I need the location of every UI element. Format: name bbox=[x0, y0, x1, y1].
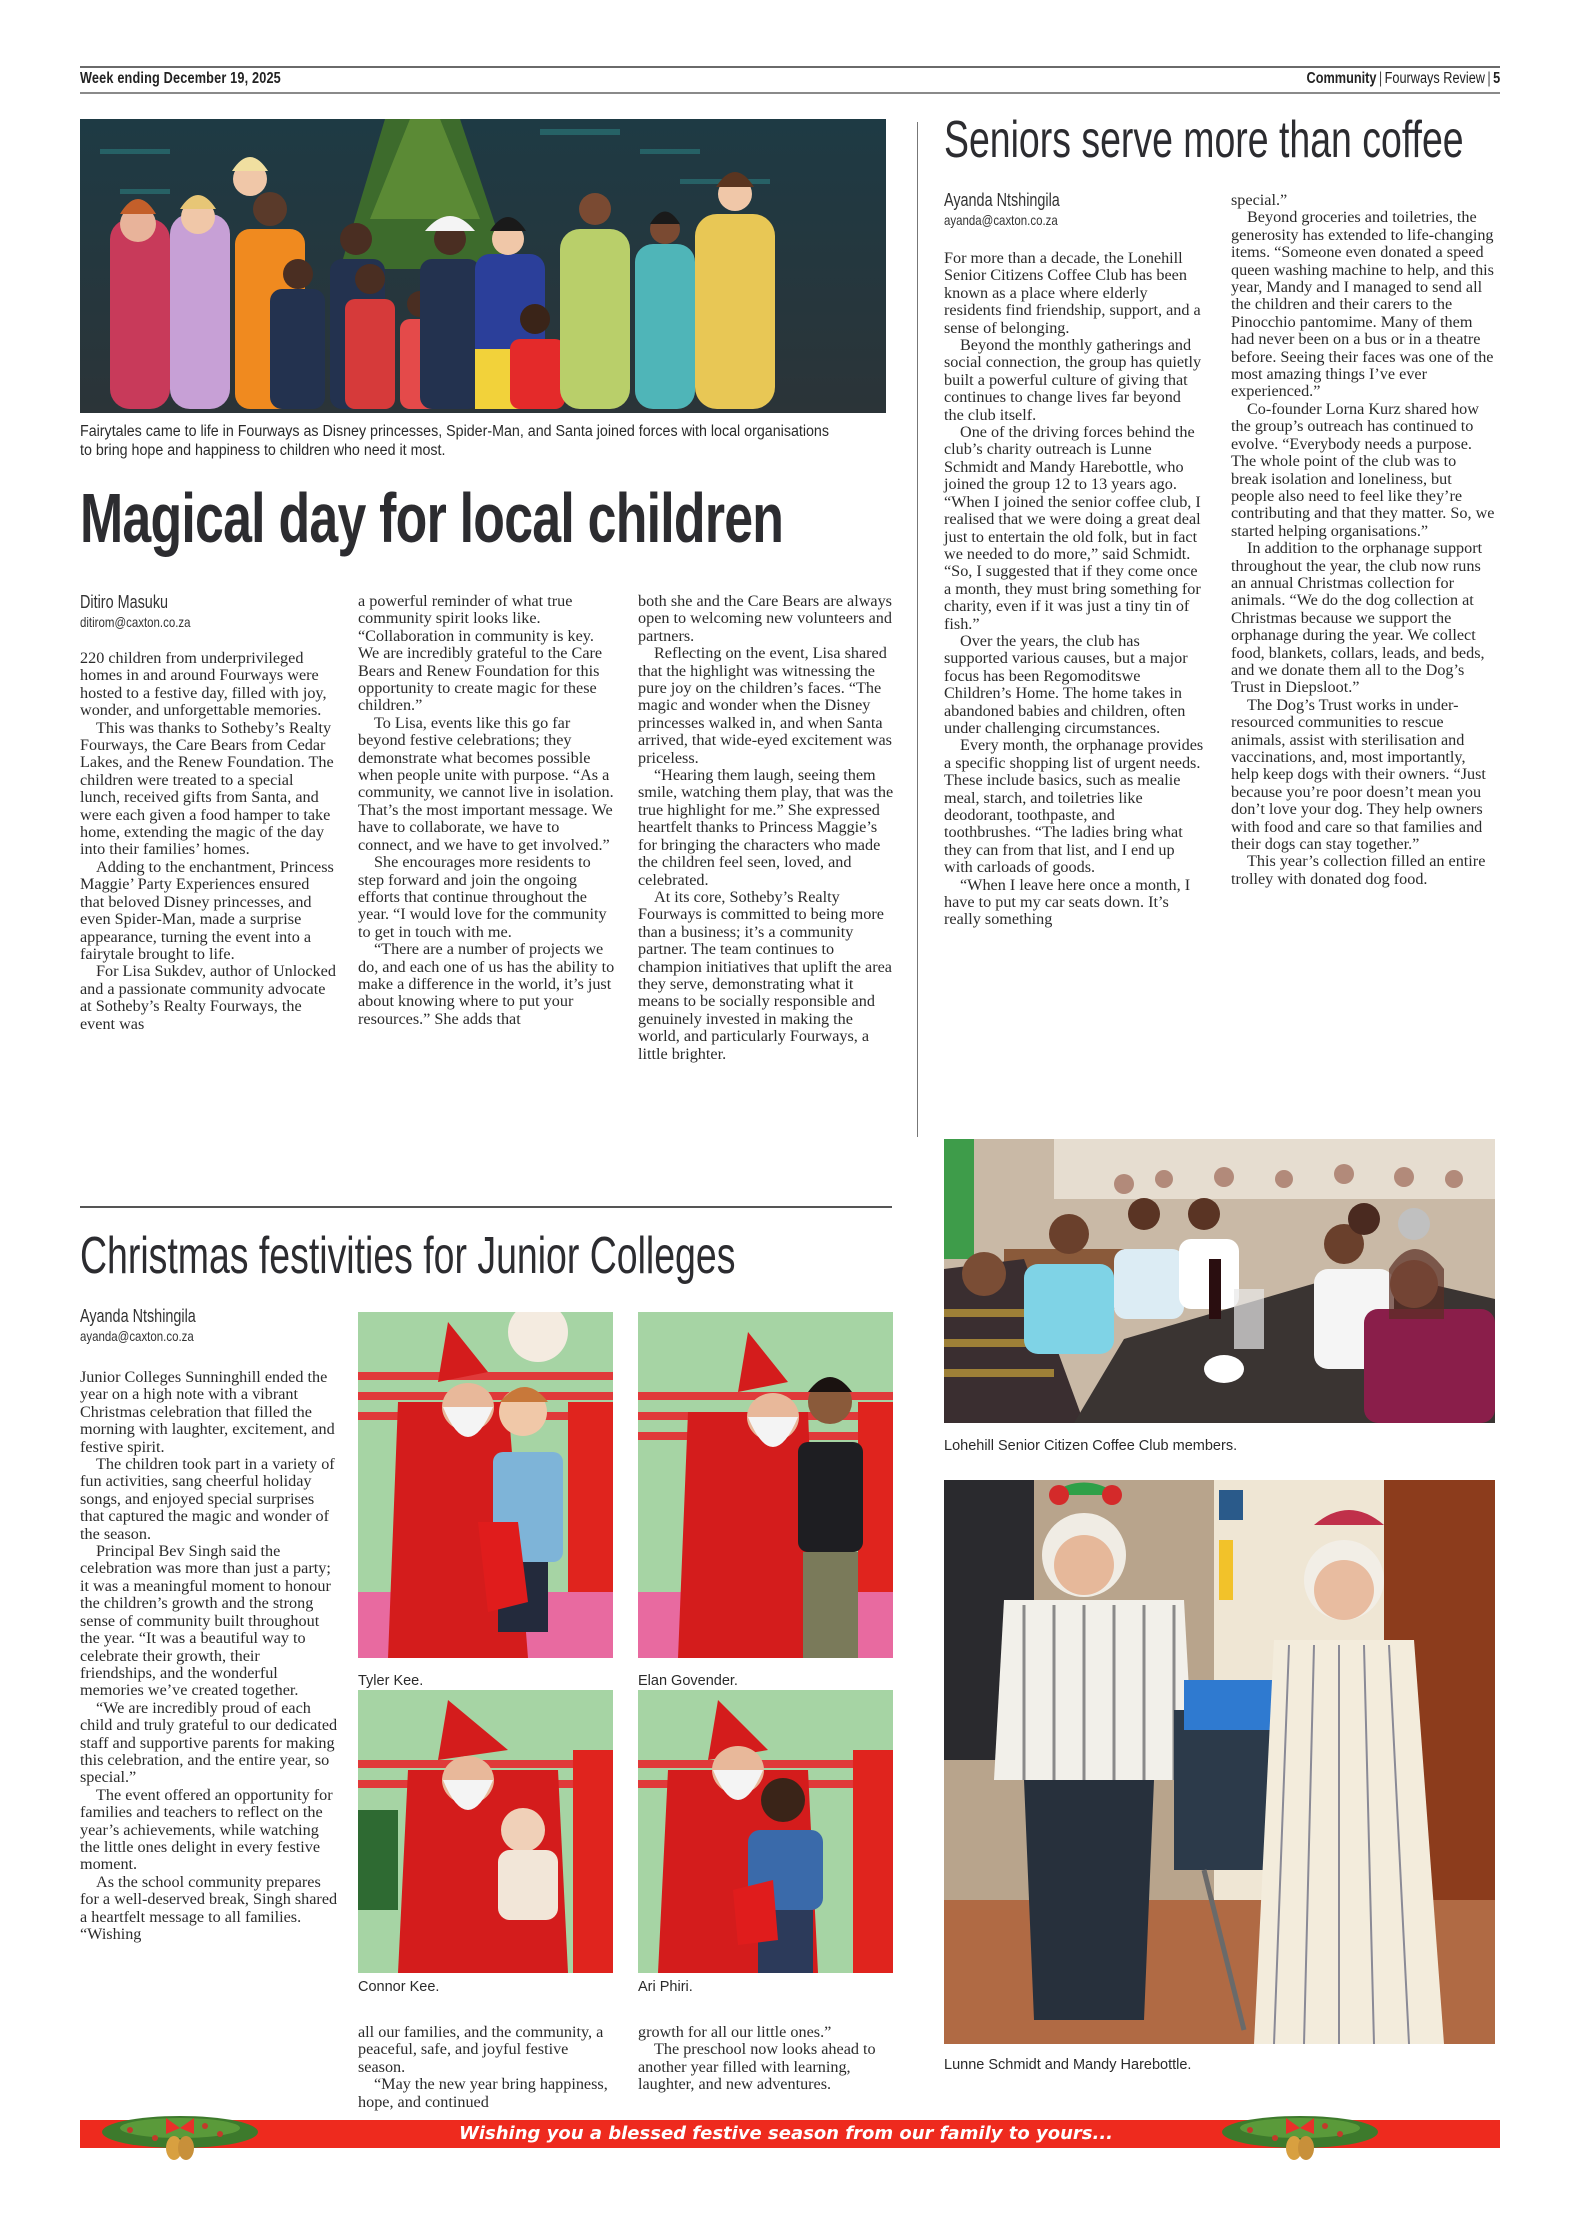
paragraph: Junior Colleges Sunninghill ended the year on a high note with a vibrant Christmas celebration that filled the morning with laughter, excitement, and festive spirit. bbox=[80, 1368, 335, 1456]
paragraph: Beyond groceries and toiletries, the generosity has extended to life-changing items. “Someone even donated a speed queen washing machine to help, and this year, Mandy and I managed to send all the children and their carers to the Pinocchio pantomime. Many of them had never been on a bus or in a theatre before. Seeing their faces was one of the most amazing things I’ve ever experienced.” bbox=[1231, 208, 1494, 401]
seniors-column-2 bbox=[1231, 192, 1495, 888]
schmidt-harebottle-photo-caption: Lunne Schmidt and Mandy Harebottle. bbox=[944, 2057, 1192, 2073]
magical-day-headline: Magical day for local children bbox=[80, 479, 784, 557]
seniors-headline: Seniors serve more than coffee bbox=[944, 111, 1464, 169]
paragraph: At its core, Sotheby’s Realty Fourways is committed to being more than a business; it’s a community partner. The team continues to champion initiatives that uplift the area they serve, demonstrating what it means to be socially responsible and genuinely invested in making the world, and particularly Fourways, a little brighter. bbox=[638, 887, 892, 1063]
coffee-club-photo bbox=[944, 1139, 1495, 1423]
page-number: 5 bbox=[1492, 70, 1500, 87]
paragraph: She encourages more residents to step forward and join the ongoing efforts that continue throughout the year. “I would love for the community to get in touch with me. bbox=[358, 853, 607, 941]
santa-photo-connor-caption: Connor Kee. bbox=[358, 1979, 440, 1995]
paragraph: Principal Bev Singh said the celebration was more than just a party; it was a meaningful moment to honour the children’s growth and the strong sense of community built throughout the year. “It was a beautiful way to celebrate their growth, their friendships, and the wonderful memories we’ve created together. bbox=[80, 1542, 331, 1700]
christmas-column-3 bbox=[638, 2024, 898, 2094]
byline-name: Ayanda Ntshingila bbox=[944, 190, 1060, 210]
paragraph: The preschool now looks ahead to another year filled with learning, laughter, and new adventures. bbox=[638, 2040, 876, 2094]
paragraph: special.” bbox=[1231, 191, 1288, 209]
paragraph: Reflecting on the event, Lisa shared that the highlight was witnessing the pure joy on the children’s faces. “The magic and wonder when the Disney princesses walked in, and when Santa arrived, that wide-eyed excitement was priceless. bbox=[638, 644, 892, 767]
christmas-column-1 bbox=[80, 1369, 338, 1943]
paragraph: Beyond the monthly gatherings and social connection, the group has quietly built a powerful culture of giving that continues to change lives far beyond the club itself. bbox=[944, 336, 1202, 424]
separator: | bbox=[1378, 70, 1382, 87]
magical-day-column-3 bbox=[638, 593, 898, 1063]
section-name: Community bbox=[1306, 70, 1377, 87]
paragraph: Over the years, the club has supported various causes, but a major focus has been Regomoditswe Children’s Home. The home takes in abandoned babies and children, often under challenging circumstances. bbox=[944, 631, 1188, 737]
byline-name: Ditiro Masuku bbox=[80, 592, 169, 612]
paragraph: The children took part in a variety of fun activities, sang cheerful holiday songs, and enjoyed special surprises that captured the magic and wonder of the season. bbox=[80, 1455, 335, 1543]
byline-email: ayanda@caxton.co.za bbox=[944, 212, 1058, 228]
header-bottom-rule bbox=[80, 92, 1500, 94]
paragraph: “There are a number of projects we do, and each one of us has the ability to make a difference in the world, it’s just about knowing where to put your resources.” She adds that bbox=[358, 940, 615, 1028]
section-header bbox=[1306, 70, 1500, 88]
column-divider bbox=[917, 122, 918, 1137]
santa-photo-ari bbox=[638, 1690, 893, 1973]
santa-photo-tyler bbox=[358, 1312, 613, 1658]
garland-right-icon bbox=[1220, 2104, 1380, 2164]
issue-date: Week ending December 19, 2025 bbox=[80, 70, 281, 87]
schmidt-harebottle-photo bbox=[944, 1480, 1495, 2044]
christmas-column-2 bbox=[358, 2024, 616, 2111]
princesses-photo-caption: Fairytales came to life in Fourways as Disney princesses, Spider-Man, and Santa joined forces with local organisations to bring hope and happiness to children who need it most. bbox=[80, 423, 830, 459]
santa-photo-elan bbox=[638, 1312, 893, 1658]
paragraph: To Lisa, events like this go far beyond festive celebrations; they demonstrate what becomes possible when people unite with purpose. “As a community, we cannot live in isolation. That’s the most important message. We have to collaborate, we have to connect, and we have to get involved.” bbox=[358, 713, 614, 854]
paragraph: growth for all our little ones.” bbox=[638, 2023, 832, 2041]
paragraph: 220 children from underprivileged homes in and around Fourways were hosted to a festive day, filled with joy, wonder, and unforgettable memories. bbox=[80, 649, 327, 720]
paragraph: For more than a decade, the Lonehill Senior Citizens Coffee Club has been known as a place where elderly residents find friendship, support, and a sense of belonging. bbox=[944, 249, 1201, 337]
garland-left-icon bbox=[100, 2104, 260, 2164]
paragraph: Adding to the enchantment, Princess Maggie’ Party Experiences ensured that beloved Disney princesses, and even Spider-Man, made a surprise appearance, turning the event into a fairytale brought to life. bbox=[80, 857, 334, 963]
paragraph: “When I leave here once a month, I have to put my car seats down. It’s really something bbox=[944, 875, 1191, 929]
publication-name: Fourways Review bbox=[1384, 70, 1485, 87]
paragraph: a powerful reminder of what true community spirit looks like. “Collaboration in community is key. We are incredibly grateful to the Care Bears and Renew Foundation for this opportunity to create magic for these children.” bbox=[358, 592, 603, 715]
festive-banner-text: Wishing you a blessed festive season from our family to yours... bbox=[458, 2123, 1114, 2144]
byline-email: ditirom@caxton.co.za bbox=[80, 614, 191, 630]
santa-photo-tyler-caption: Tyler Kee. bbox=[358, 1673, 424, 1689]
coffee-club-photo-caption: Lohehill Senior Citizen Coffee Club members. bbox=[944, 1438, 1238, 1454]
magical-day-column-2 bbox=[358, 593, 616, 1028]
paragraph: The event offered an opportunity for families and teachers to reflect on the year’s achievements, while watching the little ones delight in every festive moment. bbox=[80, 1785, 333, 1874]
christmas-headline: Christmas festivities for Junior Colleges bbox=[80, 1227, 736, 1285]
paragraph: Co-founder Lorna Kurz shared how the group’s outreach has continued to evolve. “Everybody needs a purpose. The whole point of the club was to break isolation and loneliness, but people also need to feel like they’re contributing and that they matter. So, we started helping organisations.” bbox=[1231, 399, 1495, 540]
paragraph: As the school community prepares for a well-deserved break, Singh shared a heartfelt message to all families. “Wishing bbox=[80, 1872, 338, 1943]
seniors-column-1 bbox=[944, 250, 1204, 929]
paragraph: In addition to the orphanage support throughout the year, the club now runs an annual Christmas collection for animals. “We do the dog collection at Christmas because we support the orphanage during the year. We collect food, blankets, collars, leads, and beds, and we donate them all to the Dog’s Trust in Diepsloot.” bbox=[1231, 539, 1485, 697]
byline-name: Ayanda Ntshingila bbox=[80, 1306, 196, 1326]
paragraph: Every month, the orphanage provides a specific shopping list of urgent needs. These include basics, such as mealie meal, starch, and toiletries like deodorant, toothpaste, and toothbrushes. “The ladies bring what they can from that list, and I end up with carloads of goods. bbox=[944, 736, 1204, 877]
paragraph: This was thanks to Sotheby’s Realty Fourways, the Care Bears from Cedar Lakes, and the Renew Foundation. The children were treated to a special lunch, received gifts from Santa, and were each given a food hamper to take home, extending the magic of the day into their families’ homes. bbox=[80, 718, 334, 859]
magical-day-column-1 bbox=[80, 650, 336, 1033]
paragraph: “May the new year bring happiness, hope, and continued bbox=[358, 2075, 608, 2111]
santa-photo-connor bbox=[358, 1690, 613, 1973]
story-divider bbox=[80, 1206, 892, 1208]
santa-photo-elan-caption: Elan Govender. bbox=[638, 1673, 738, 1689]
princesses-photo bbox=[80, 119, 886, 413]
santa-photo-ari-caption: Ari Phiri. bbox=[638, 1979, 693, 1995]
paragraph: This year’s collection filled an entire trolley with donated dog food. bbox=[1231, 852, 1486, 888]
paragraph: One of the driving forces behind the club’s charity outreach is Lunne Schmidt and Mandy Harebottle, who joined the group 12 to 13 years ago. “When I joined the senior coffee club, I realised that we were doing a great deal just to entertain the old folk, but in fact we needed to do more,” said Schmidt. “So, I suggested that if they come once a month, they must bring something for charity, even if it was just a tiny tin of fish.” bbox=[944, 423, 1201, 633]
paragraph: both she and the Care Bears are always open to welcoming new volunteers and partners. bbox=[638, 592, 892, 645]
paragraph: For Lisa Sukdev, author of Unlocked and a passionate community advocate at Sotheby’s Realty Fourways, the event was bbox=[80, 962, 336, 1033]
paragraph: all our families, and the community, a peaceful, safe, and joyful festive season. bbox=[358, 2023, 604, 2076]
paragraph: “Hearing them laugh, seeing them smile, watching them play, that was the true highlight for me.” She expressed heartfelt thanks to Princess Maggie’s for bringing the characters who made the children feel seen, loved, and celebrated. bbox=[638, 766, 894, 889]
paragraph: The Dog’s Trust works in under-resourced communities to rescue animals, assist with sterilisation and vaccinations, and, most importantly, help keep dogs with their owners. “Just because you’re poor doesn’t mean you don’t love your dog. They help owners with food and care so that families and their dogs can stay together.” bbox=[1231, 695, 1486, 854]
separator: | bbox=[1487, 70, 1491, 87]
header-top-rule bbox=[80, 66, 1500, 68]
byline-email: ayanda@caxton.co.za bbox=[80, 1328, 194, 1344]
paragraph: “We are incredibly proud of each child and truly grateful to our dedicated staff and supportive parents for making this celebration, and the entire year, so special.” bbox=[80, 1698, 338, 1787]
